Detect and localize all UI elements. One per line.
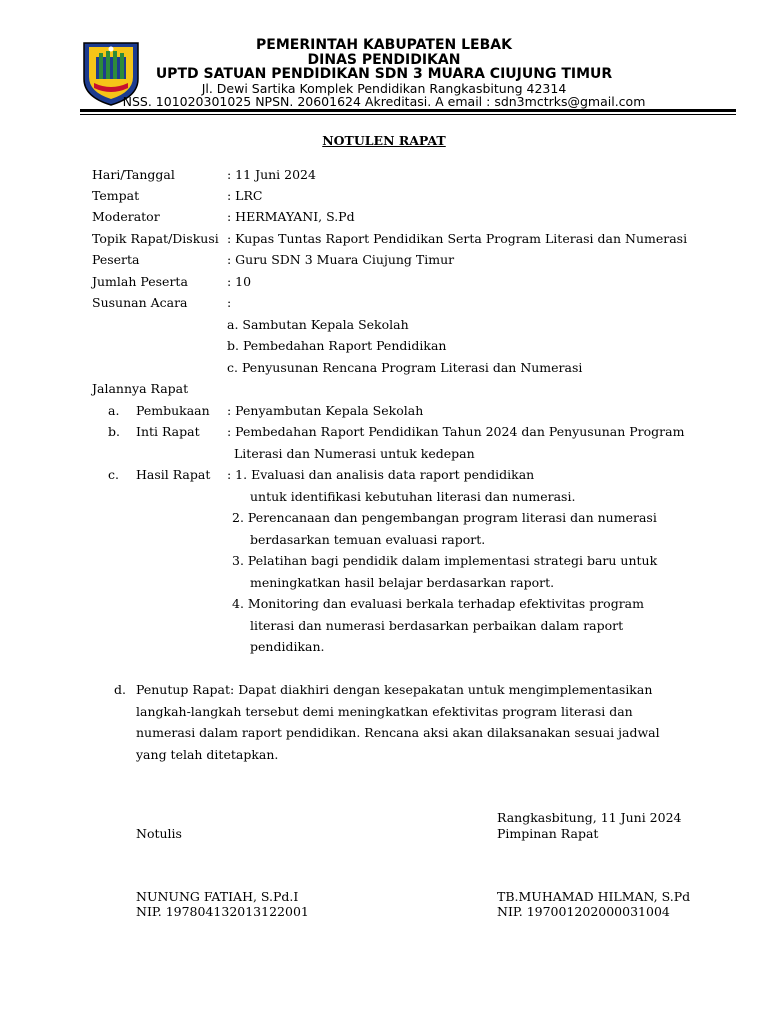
field-value-topic: : Kupas Tuntas Raport Pendidikan Serta Program Literasi dan Numerasi [227,231,688,246]
signature-right-role: Pimpinan Rapat [497,826,599,841]
header-rule-thin [80,114,736,115]
signature-right-nip: NIP. 197001202000031004 [497,904,670,919]
field-label-participants: Peserta [92,252,140,267]
agenda-item: b. Pembedahan Raport Pendidikan [227,338,447,353]
field-label-agenda: Susunan Acara [92,295,188,310]
agenda-item: c. Penyusunan Rencana Program Literasi dan Numerasi [227,360,583,375]
signature-left-nip: NIP. 197804132013122001 [136,904,309,919]
proceedings-c-letter: c. [108,467,119,482]
result-item: 2. Perencanaan dan pengembangan program literasi dan numerasi [232,510,657,525]
signature-left-role: Notulis [136,826,182,841]
result-item-cont: pendidikan. [250,639,325,654]
proceedings-heading: Jalannya Rapat [92,381,189,396]
result-item: 3. Pelatihan bagi pendidik dalam implementasi strategi baru untuk [232,553,658,568]
field-value-participants: : Guru SDN 3 Muara Ciujung Timur [227,252,455,267]
agenda-item: a. Sambutan Kepala Sekolah [227,317,409,332]
field-label-participant-count: Jumlah Peserta [92,274,188,289]
field-value-date: : 11 Juni 2024 [227,167,316,182]
header-identifiers: NSS. 101020301025 NPSN. 20601624 Akreditasi. A email : sdn3mctrks@gmail.com [122,94,646,109]
result-item: : 1. Evaluasi dan analisis data raport pendidikan [227,467,535,482]
field-label-moderator: Moderator [92,209,160,224]
header-address: Jl. Dewi Sartika Komplek Pendidikan Rangkasbitung 42314 [201,81,567,96]
document-title: NOTULEN RAPAT [322,133,446,148]
closing-paragraph-line: numerasi dalam raport pendidikan. Rencana aksi akan dilaksanakan sesuai jadwal [136,725,660,740]
proceedings-a-label: Pembukaan [136,403,210,418]
proceedings-b-label: Inti Rapat [136,424,200,439]
signature-right-name: TB.MUHAMAD HILMAN, S.Pd [497,889,691,904]
proceedings-b-letter: b. [108,424,120,439]
field-label-date: Hari/Tanggal [92,167,175,182]
header-government: PEMERINTAH KABUPATEN LEBAK [256,37,512,53]
result-item-cont: berdasarkan temuan evaluasi raport. [250,532,486,547]
field-value-agenda: : [227,295,232,310]
proceedings-a-value: : Penyambutan Kepala Sekolah [227,403,424,418]
proceedings-b-value-cont: Literasi dan Numerasi untuk kedepan [234,446,475,461]
result-item: 4. Monitoring dan evaluasi berkala terhadap efektivitas program [232,596,644,611]
proceedings-d-letter: d. [114,682,126,697]
field-value-moderator: : HERMAYANI, S.Pd [227,209,355,224]
result-item-cont: meningkatkan hasil belajar berdasarkan raport. [250,575,555,590]
result-item-cont: untuk identifikasi kebutuhan literasi dan numerasi. [250,489,576,504]
signature-place-date: Rangkasbitung, 11 Juni 2024 [497,810,682,825]
field-label-topic: Topik Rapat/Diskusi [92,231,219,246]
proceedings-b-value: : Pembedahan Raport Pendidikan Tahun 2024 dan Penyusunan Program [227,424,685,439]
proceedings-a-letter: a. [108,403,120,418]
result-item-cont: literasi dan numerasi berdasarkan perbaikan dalam raport [250,618,624,633]
closing-paragraph-line: Penutup Rapat: Dapat diakhiri dengan kesepakatan untuk mengimplementasikan [136,682,653,697]
proceedings-c-label: Hasil Rapat [136,467,211,482]
header-department: DINAS PENDIDIKAN [307,52,461,68]
signature-left-name: NUNUNG FATIAH, S.Pd.I [136,889,299,904]
closing-paragraph-line: langkah-langkah tersebut demi meningkatkan efektivitas program literasi dan [136,704,633,719]
header-rule-thick [80,109,736,112]
closing-paragraph-line: yang telah ditetapkan. [136,747,279,762]
field-label-place: Tempat [92,188,140,203]
field-value-participant-count: : 10 [227,274,252,289]
header-school: UPTD SATUAN PENDIDIKAN SDN 3 MUARA CIUJUNG TIMUR [155,66,613,82]
field-value-place: : LRC [227,188,263,203]
